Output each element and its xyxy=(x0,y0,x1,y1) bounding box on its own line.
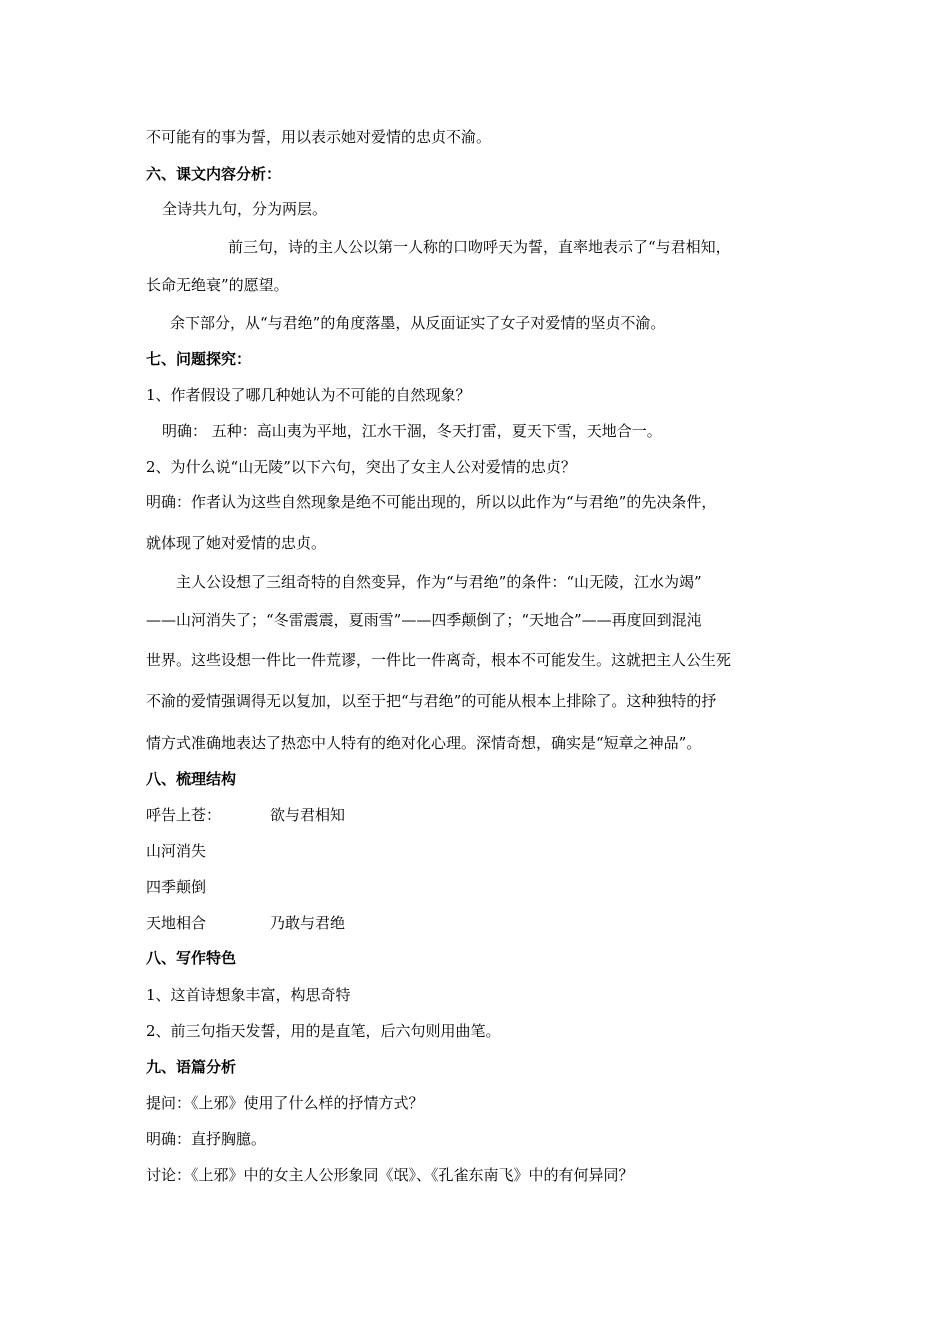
discussion-topic: 讨论：《上邪》中的女主人公形象同《氓》、《孔雀东南飞》中的有何异同？ xyxy=(146,1166,634,1184)
feature-2: 2、前三句指天发誓，用的是直笔，后六句则用曲笔。 xyxy=(146,1022,501,1040)
section-heading-8-features: 八、写作特色 xyxy=(146,949,237,967)
paragraph-line: 情方式准确地表达了热恋中人特有的绝对化心理。深情奇想，确实是“短章之神品”。 xyxy=(146,734,702,752)
section-heading-8-structure: 八、梳理结构 xyxy=(146,770,237,788)
structure-left-3: 四季颠倒 xyxy=(146,878,207,896)
question-1: 1、作者假设了哪几种她认为不可能的自然现象？ xyxy=(146,386,471,404)
section-heading-7: 七、问题探究： xyxy=(146,350,252,368)
answer-1: 明确： 五种：高山夷为平地，江水干涸，冬天打雷，夏天下雪，天地合一。 xyxy=(162,422,662,440)
paragraph-line: 世界。这些设想一件比一件荒谬，一件比一件离奇，根本不可能发生。这就把主人公生死 xyxy=(146,651,732,669)
paragraph-line: 长命无绝衰”的愿望。 xyxy=(146,276,289,294)
paragraph-line: 全诗共九句，分为两层。 xyxy=(162,200,328,218)
section-heading-6: 六、课文内容分析： xyxy=(146,165,282,183)
feature-1: 1、这首诗想象丰富，构思奇特 xyxy=(146,986,351,1004)
paragraph-line: 不渝的爱情强调得无以复加，以至于把“与君绝”的可能从根本上排除了。这种独特的抒 xyxy=(146,692,717,710)
paragraph-line: 前三句，诗的主人公以第一人称的口吻呼天为誓，直率地表示了“与君相知， xyxy=(228,238,731,256)
structure-right-1: 欲与君相知 xyxy=(270,806,346,824)
discussion-answer: 明确：直抒胸臆。 xyxy=(146,1130,267,1148)
structure-left-2: 山河消失 xyxy=(146,842,207,860)
paragraph-line: 就体现了她对爱情的忠贞。 xyxy=(146,534,327,552)
paragraph-line: 不可能有的事为誓，用以表示她对爱情的忠贞不渝。 xyxy=(146,128,492,146)
answer-2: 明确：作者认为这些自然现象是绝不可能出现的，所以以此作为“与君绝”的先决条件， xyxy=(146,493,717,511)
structure-left-1: 呼告上苍： xyxy=(146,806,222,824)
paragraph-line: ——山河消失了；“冬雷震震，夏雨雪”——四季颠倒了；“天地合”——再度回到混沌 xyxy=(146,611,702,629)
structure-right-2: 乃敢与君绝 xyxy=(270,914,346,932)
question-2: 2、为什么说“山无陵”以下六句，突出了女主人公对爱情的忠贞？ xyxy=(146,458,576,476)
section-heading-9: 九、语篇分析 xyxy=(146,1058,237,1076)
structure-left-4: 天地相合 xyxy=(146,914,207,932)
paragraph-line: 主人公设想了三组奇特的自然变异，作为“与君绝”的条件：“山无陵，江水为竭” xyxy=(176,573,702,591)
discussion-question: 提问：《上邪》使用了什么样的抒情方式？ xyxy=(146,1094,424,1112)
paragraph-line: 余下部分，从“与君绝”的角度落墨，从反面证实了女子对爱情的坚贞不渝。 xyxy=(170,314,666,332)
